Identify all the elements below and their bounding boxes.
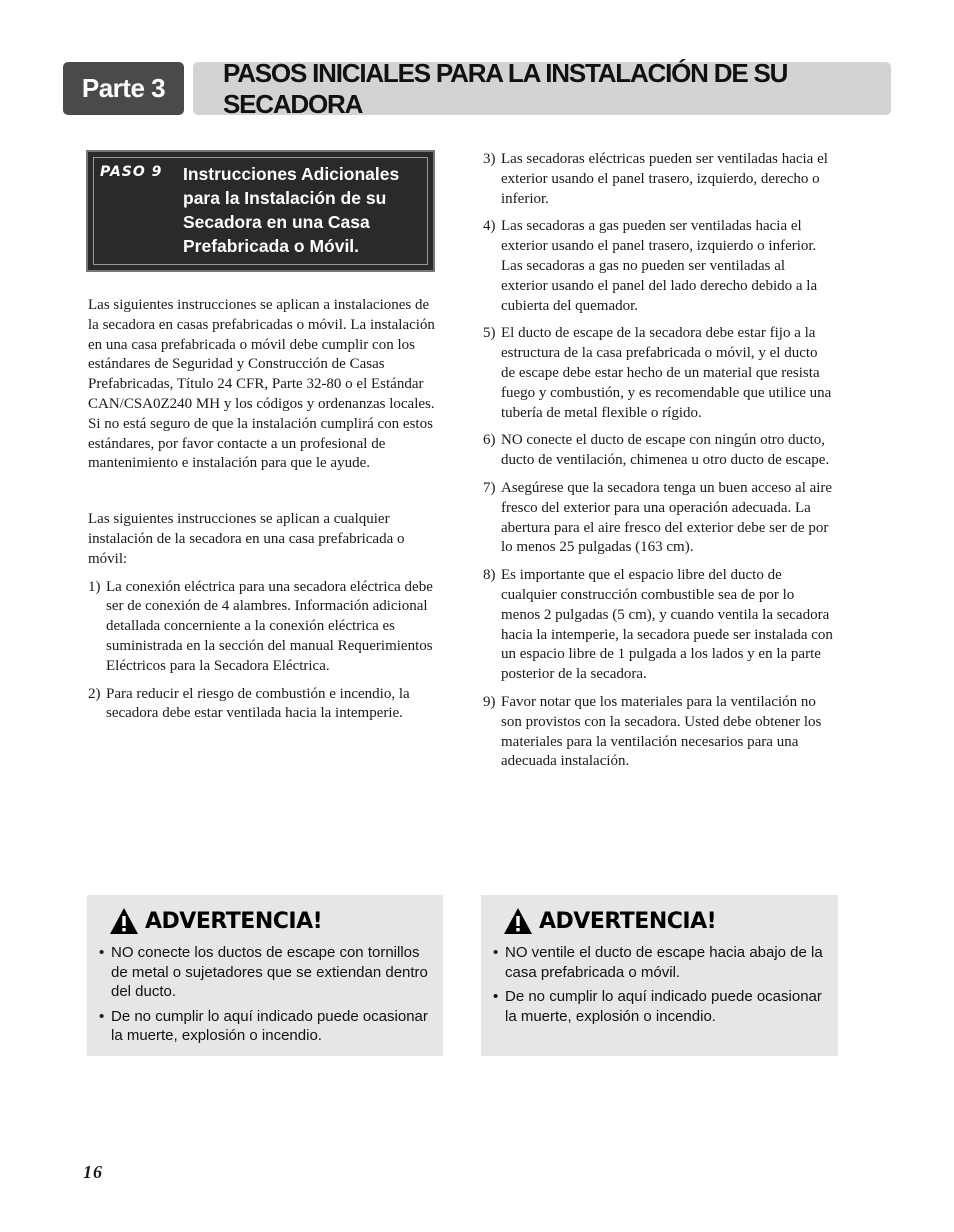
list-item-text: Para reducir el riesgo de combustión e incendio, la secadora debe estar ventilada hacia la intemperie. bbox=[106, 685, 410, 722]
warning-triangle-icon bbox=[109, 907, 139, 935]
warning-title: ADVERTENCIA! bbox=[145, 908, 323, 934]
step-title-line: Secadora en una Casa bbox=[183, 212, 370, 232]
page-number: 16 bbox=[83, 1162, 103, 1182]
list-item bbox=[88, 685, 438, 725]
warning-triangle-icon bbox=[503, 907, 533, 935]
warning-bullet-item bbox=[99, 1007, 431, 1046]
step-title-line: Prefabricada o Móvil. bbox=[183, 236, 360, 256]
list-item-text: Las secadoras a gas pueden ser ventiladas hacia el exterior usando el panel trasero, izquierdo o inferior. Las secadoras a gas no pueden ser ventiladas al exterior usando el panel del lado derecho debido a la cubierta del quemador. bbox=[501, 218, 818, 314]
intro-paragraph-2: Las siguientes instrucciones se aplican a cualquier instalación de la secadora en una casa prefabricada o móvil: bbox=[88, 511, 405, 567]
warning-title: ADVERTENCIA! bbox=[539, 908, 717, 934]
warning-bullet-text: NO ventile el ducto de escape hacia abajo de la casa prefabricada o móvil. bbox=[505, 944, 823, 981]
list-item bbox=[483, 566, 833, 685]
step-title-line: para la Instalación de su bbox=[183, 188, 387, 208]
list-item-number: 9) bbox=[483, 693, 496, 710]
list-item-text: Asegúrese que la secadora tenga un buen acceso al aire fresco del exterior para una operación adecuada. La abertura para el aire fresco del exterior debe ser de por lo menos 25 pulgadas (163 cm). bbox=[501, 479, 833, 556]
list-item-number: 6) bbox=[483, 432, 496, 449]
page-title: PASOS INICIALES PARA LA INSTALACIÓN DE SU SECADORA bbox=[193, 62, 891, 115]
warning-box-right bbox=[481, 895, 838, 1056]
list-item-number: 2) bbox=[88, 685, 101, 702]
bullet-icon: • bbox=[99, 1007, 105, 1025]
step-title bbox=[183, 162, 428, 258]
list-item-text: Es importante que el espacio libre del ducto de cualquier construcción combustible sea de por lo menos 2 pulgadas (5 cm), y cuando ventila la secadora hacia la intemperie, la secadora puede ser instalada con un espacio libre de 1 pulgada a los lados y en la parte posterior de la secadora. bbox=[501, 567, 833, 683]
bullet-icon: • bbox=[99, 944, 105, 961]
warning-bullet-item bbox=[99, 943, 431, 1002]
list-item-number: 7) bbox=[483, 479, 496, 496]
list-item-text: Favor notar que los materiales para la ventilación no son provistos con la secadora. Usted debe obtener los materiales para la ventilación necesarios para una adecuada instalación. bbox=[501, 693, 822, 770]
warning-header bbox=[109, 907, 431, 935]
left-column bbox=[88, 296, 438, 732]
warning-bullet-text: NO conecte los ductos de escape con tornillos de metal o sujetadores que se extiendan dentro del ducto. bbox=[111, 944, 428, 1000]
list-item bbox=[483, 324, 833, 423]
list-item-text: El ducto de escape de la secadora debe estar fijo a la estructura de la casa prefabricada o móvil, y el ducto de escape debe estar hecho de un material que resista fuego y combustión, y es recomendable que utilice una tubería de metal flexible o rígido. bbox=[501, 325, 832, 421]
warning-bullet-item bbox=[493, 987, 826, 1026]
bullet-icon: • bbox=[493, 988, 499, 1005]
warning-list bbox=[493, 943, 826, 1026]
warning-header bbox=[503, 907, 826, 935]
list-item-number: 3) bbox=[483, 151, 496, 167]
list-item-text: La conexión eléctrica para una secadora eléctrica debe ser de conexión de 4 alambres. Información adicional detallada concerniente a la conexión eléctrica es suministrada en la sección del manual Requerimientos Eléctricos para la Secadora Eléctrica. bbox=[106, 578, 433, 674]
step-label: PASO 9 bbox=[100, 164, 163, 180]
bullet-icon: • bbox=[493, 944, 499, 961]
right-column bbox=[483, 150, 833, 780]
list-item bbox=[483, 217, 833, 316]
list-item bbox=[483, 431, 833, 471]
intro-paragraph-1: Las siguientes instrucciones se aplican a instalaciones de la secadora en casas prefabricadas o móvil. La instalación en una casa prefabricada o móvil debe cumplir con los estándares de Seguridad y Construcción de Casas Prefabricadas, Título 24 CFR, Parte 32-80 o el Estándar CAN/CSA0Z240 MH y los códigos y ordenanzas locales. Si no está seguro de que la instalación cumplirá con estos estándares, por favor contacte a un profesional de mantenimiento e instalación para que le ayude. bbox=[88, 297, 435, 472]
list-item bbox=[483, 150, 833, 209]
warning-list bbox=[99, 943, 431, 1046]
list-item-text: NO conecte el ducto de escape con ningún otro ducto, ducto de ventilación, chimenea u otro ducto de escape. bbox=[501, 432, 830, 469]
list-item bbox=[88, 578, 438, 677]
list-item bbox=[483, 479, 833, 558]
step-box bbox=[86, 150, 435, 272]
step-title-line: Instrucciones Adicionales bbox=[183, 164, 400, 184]
list-item-number: 1) bbox=[88, 578, 101, 595]
warning-bullet-item bbox=[493, 943, 826, 982]
list-item bbox=[483, 693, 833, 772]
part-label: Parte 3 bbox=[63, 62, 184, 115]
list-item-number: 8) bbox=[483, 567, 496, 584]
warning-bullet-text: De no cumplir lo aquí indicado puede ocasionar la muerte, explosión o incendio. bbox=[505, 988, 822, 1025]
list-item-text: Las secadoras eléctricas pueden ser ventiladas hacia el exterior usando el panel trasero, izquierdo, derecho o inferior. bbox=[501, 151, 828, 207]
warning-box-left bbox=[87, 895, 443, 1056]
warning-bullet-text: De no cumplir lo aquí indicado puede ocasionar la muerte, explosión o incendio. bbox=[111, 1007, 428, 1044]
list-item-number: 5) bbox=[483, 325, 496, 342]
list-item-number: 4) bbox=[483, 218, 496, 235]
